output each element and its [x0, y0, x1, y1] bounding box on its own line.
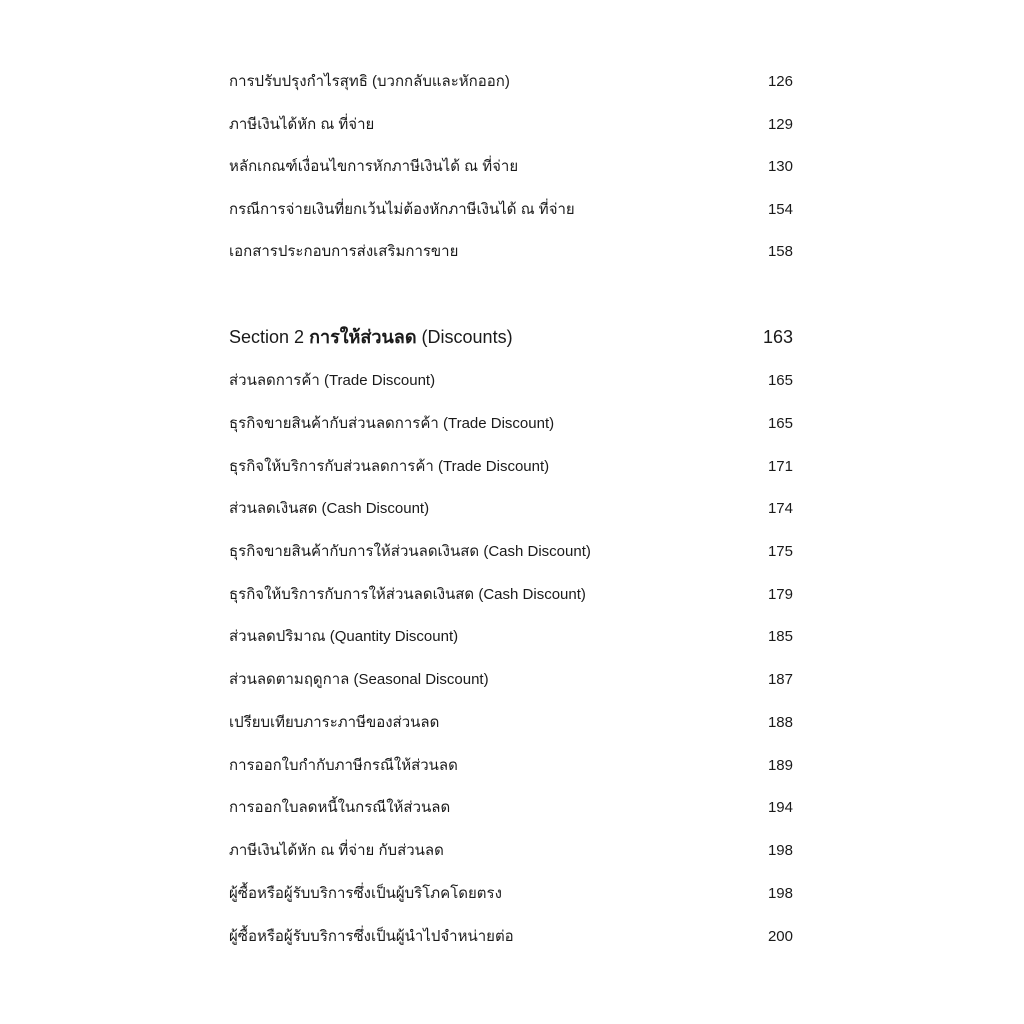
toc-entry[interactable] — [229, 540, 793, 564]
toc-entry-title: ภาษีเงินได้หัก ณ ที่จ่าย กับส่วนลด — [229, 842, 444, 859]
toc-entry[interactable] — [229, 113, 793, 137]
toc-entry[interactable] — [229, 925, 793, 949]
toc-entry-title: เอกสารประกอบการส่งเสริมการขาย — [229, 243, 459, 260]
section-english-title: (Discounts) — [421, 327, 513, 347]
toc-entry-title: ส่วนลดตามฤดูกาล (Seasonal Discount) — [229, 671, 489, 688]
toc-entry[interactable] — [229, 796, 793, 820]
toc-entry[interactable] — [229, 240, 793, 264]
section-page: 163 — [762, 327, 793, 347]
toc-entry-title: ธุรกิจให้บริการกับส่วนลดการค้า (Trade Discount) — [229, 458, 550, 475]
toc-entry[interactable] — [229, 497, 793, 521]
toc-entry-page: 188 — [767, 714, 793, 731]
toc-entry[interactable] — [229, 625, 793, 649]
section-title — [229, 323, 763, 351]
toc-entry-page: 200 — [767, 928, 793, 945]
section-thai-title: การให้ส่วนลด — [309, 327, 417, 347]
toc-entry[interactable] — [229, 668, 793, 692]
section-heading[interactable] — [229, 323, 793, 351]
toc-entry-page: 194 — [767, 799, 793, 816]
toc-entry-page: 175 — [767, 543, 793, 560]
toc-entry-title: ธุรกิจให้บริการกับการให้ส่วนลดเงินสด (Cash Discount) — [229, 586, 586, 603]
toc-entry[interactable] — [229, 583, 793, 607]
toc-entry-page: 187 — [767, 671, 793, 688]
toc-entry-page: 130 — [767, 158, 793, 175]
toc-entry-page: 171 — [767, 458, 793, 475]
toc-entry-page: 158 — [767, 243, 793, 260]
toc-entry-title: ส่วนลดเงินสด (Cash Discount) — [229, 500, 430, 517]
section-number: Section 2 — [229, 327, 305, 347]
toc-entry[interactable] — [229, 711, 793, 735]
toc-entry-title: การปรับปรุงกำไรสุทธิ (บวกกลับและหักออก) — [229, 73, 510, 90]
toc-entry-page: 126 — [767, 73, 793, 90]
toc-entry-title: ภาษีเงินได้หัก ณ ที่จ่าย — [229, 116, 375, 133]
toc-entry[interactable] — [229, 369, 793, 393]
toc-entry[interactable] — [229, 455, 793, 479]
toc-entry-title: หลักเกณฑ์เงื่อนไขการหักภาษีเงินได้ ณ ที่จ่าย — [229, 158, 519, 175]
toc-entry-page: 165 — [767, 372, 793, 389]
toc-entry[interactable] — [229, 155, 793, 179]
toc-entry-title: เปรียบเทียบภาระภาษีของส่วนลด — [229, 714, 440, 731]
toc-entry[interactable] — [229, 412, 793, 436]
toc-entry-title: การออกใบลดหนี้ในกรณีให้ส่วนลด — [229, 799, 451, 816]
toc-entry-page: 129 — [767, 116, 793, 133]
toc-entry[interactable] — [229, 198, 793, 222]
toc-entry-title: กรณีการจ่ายเงินที่ยกเว้นไม่ต้องหักภาษีเงินได้ ณ ที่จ่าย — [229, 201, 575, 218]
toc-entry-title: ส่วนลดการค้า (Trade Discount) — [229, 372, 436, 389]
toc-entry-page: 174 — [767, 500, 793, 517]
toc-entry[interactable] — [229, 839, 793, 863]
toc-entry[interactable] — [229, 882, 793, 906]
toc-entry-title: ธุรกิจขายสินค้ากับการให้ส่วนลดเงินสด (Cash Discount) — [229, 543, 591, 560]
toc-entry-page: 198 — [767, 885, 793, 902]
toc-entry-page: 165 — [767, 415, 793, 432]
toc-entry-title: ผู้ซื้อหรือผู้รับบริการซึ่งเป็นผู้นำไปจำหน่ายต่อ — [229, 928, 514, 945]
toc-entry-page: 198 — [767, 842, 793, 859]
toc-entry-title: ผู้ซื้อหรือผู้รับบริการซึ่งเป็นผู้บริโภคโดยตรง — [229, 885, 502, 902]
toc-entry-page: 154 — [767, 201, 793, 218]
toc-entry-title: ธุรกิจขายสินค้ากับส่วนลดการค้า (Trade Discount) — [229, 415, 555, 432]
toc-entry-title: ส่วนลดปริมาณ (Quantity Discount) — [229, 628, 459, 645]
toc-entry[interactable] — [229, 754, 793, 778]
toc-entry-page: 189 — [767, 757, 793, 774]
toc-entry-title: การออกใบกำกับภาษีกรณีให้ส่วนลด — [229, 757, 458, 774]
toc-entry-page: 185 — [767, 628, 793, 645]
toc-entry-page: 179 — [767, 586, 793, 603]
toc-entry[interactable] — [229, 70, 793, 94]
